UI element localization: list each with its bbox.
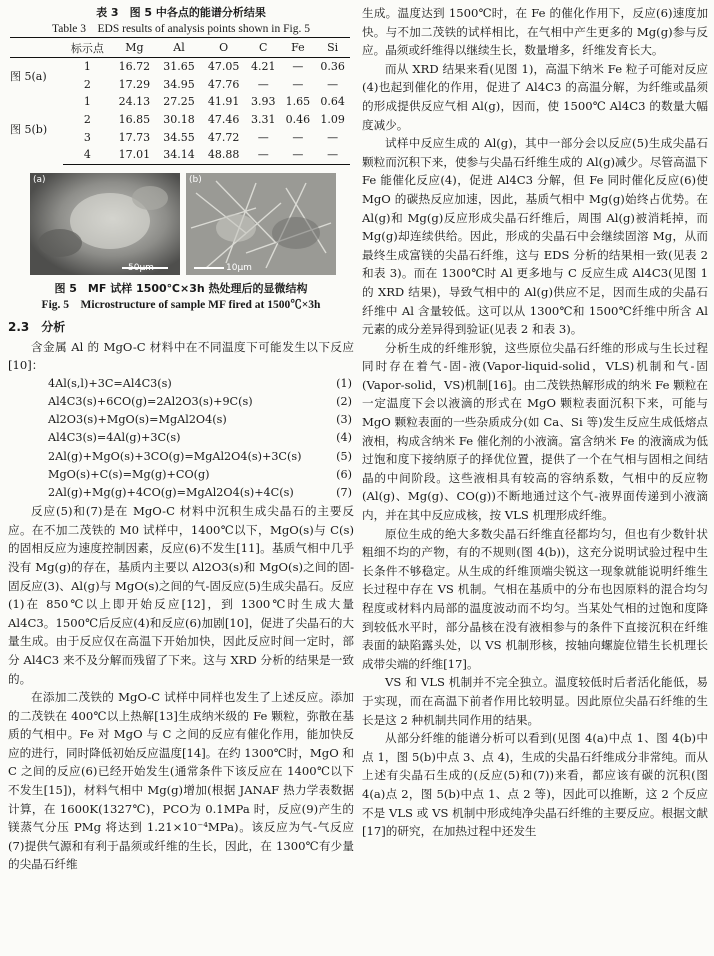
table-cell: 34.55	[163, 130, 195, 144]
table-cell: 48.88	[201, 146, 246, 164]
equation-formula: Al2O3(s)+MgO(s)=MgAl2O4(s)	[48, 413, 227, 427]
table-header-cell: Si	[315, 38, 350, 58]
table-group-label: 图 5(b)	[10, 122, 48, 136]
figure-caption-cn: 图 5 MF 试样 1500℃×3h 热处理后的显微结构	[54, 281, 308, 295]
table-cell: —	[292, 60, 304, 74]
table-cell: —	[281, 146, 316, 164]
table-header-cell	[10, 38, 63, 58]
eds-table	[10, 37, 350, 165]
table-cell: 17.73	[118, 130, 151, 144]
paragraph-left-2: 在添加二茂铁的 MgO-C 试样中同样也发生了上述反应。添加的二茂铁在 400℃以上热解[13]生成纳米级的 Fe 颗粒，弥散在基质的气相中。Fe 对 MgO 与 C 之间的反应有催化作用，能加快反应的进行，同时降低初始反应温度[14]。在约 1300℃时，MgO 和 C 之间的反应(6)已经开始发生(通常条件下该反应在 1400℃以下不发生[15])，材料气相中 Mg(g)增加(根据 JANAF 热力学表数据计算，在 1600K(1327℃)，PCO为 0.1MPa 时，反应(9)产生的镁蒸气分压 PMg 将达到 1.21×10⁻⁴MPa)。该反应为气-气反应(7)提供气源和有利于晶须或纤维的生长，因此，在 1300℃有少量的尖晶石纤维	[8, 690, 354, 872]
paragraph-right-4: 原位生成的绝大多数尖晶石纤维直径都均匀，但也有少数针状粗细不均的产物，有的不规则(图 4(b))，这充分说明试验过程中生长条件不够稳定。从生成的纤维顶端尖锐这一现象就能说明纤维生长过程中存在 VS 机制。气相在基质中的分布也因原料的混合均匀程度或材料内局部的温度波动而不均匀。当某处气相的过饱和度降到较低水平时，部分晶核在没有液相参与的条件下直接沉积在纤维表面的缺陷露头处，以 VS 机制形核，按轴向螺旋位错生长机理长成带尖端的纤维[17]。	[362, 526, 708, 671]
paragraph-right-6: 从部分纤维的能谱分析可以看到(见图 4(a)中点 1、图 4(b)中点 1，图 5(b)中点 3、点 4)，生成的尖晶石纤维成分非常纯。而从上述有尖晶石生成的(反应(5)和(7))来看，都应该有碳的沉积(图 4(a)点 2，图 5(b)中点 1、点 2 等)，因此可以推断，这 2 个反应不是 VLS 或 VS 机制中形成纯净尖晶石纤维的主要反应。根据文献[17]的研究，在加热过程中还发生	[362, 731, 708, 839]
table-header-cell: 标示点	[63, 38, 113, 58]
equation	[8, 484, 354, 502]
figure-tag-a: (a)	[33, 174, 46, 185]
paragraph-right-0: 生成。温度达到 1500℃时，在 Fe 的催化作用下，反应(6)速度加快。与不加二茂铁的试样相比，在气相中产生更多的 Mg(g)参与反应。晶须或纤维得以继续生长，数量增多，纤维发育长大。	[362, 6, 708, 58]
table-cell: 0.46	[285, 113, 311, 127]
table-header-cell: Mg	[112, 38, 157, 58]
table-cell: 24.13	[118, 95, 151, 109]
figure-tag-b: (b)	[189, 174, 202, 185]
table-cell: 2	[83, 77, 91, 91]
table-header-cell: O	[201, 38, 246, 58]
table-header-cell: C	[246, 38, 281, 58]
equation	[8, 375, 354, 393]
table-cell: 0.36	[320, 60, 345, 74]
table-group-label: 图 5(a)	[10, 69, 47, 83]
equation-formula: Al4C3(s)=4Al(g)+3C(s)	[48, 431, 181, 445]
equation-number: (1)	[336, 376, 352, 390]
paragraph-intro: 含金属 Al 的 MgO-C 材料中在不同温度下可能发生以下反应[10]：	[8, 339, 354, 373]
equation	[8, 448, 354, 466]
equation-formula: 2Al(g)+Mg(g)+4CO(g)=MgAl2O4(s)+4C(s)	[48, 485, 294, 499]
table-cell: 30.18	[163, 113, 195, 127]
table-cell: 4	[63, 146, 113, 164]
table-cell: 47.05	[207, 60, 240, 74]
equation	[8, 393, 354, 411]
paragraph-right-2: 试样中反应生成的 Al(g)，其中一部分会以反应(5)生成尖晶石颗粒而沉积下来，使参与尖晶石纤维生成的 Al(g)减少。尽管高温下 Fe 能催化反应(4)，促进 Al4C3 分解，但 Fe 同时催化反应(6)使 MgO 的碳热反应加速，因此，基质气相中 Mg(g)始终占优势。在 Al(g)和 Mg(g)反应形成尖晶石纤维后，周围 Al(g)被消耗掉，而 Mg(g)却连续供给。因此，形成的尖晶石中会继续固溶 Mg，从而最终生成富镁的尖晶石纤维，这与 EDS 分析的结果相一致(见表 2 和表 3)。而在 1300℃时 Al 更多地与 C 反应生成 Al4C3(见图 1 的 XRD 结果)，导致气相中的 Al(g)供应不足，因而生成的尖晶石纤维中 Al 含量较低。这可以从 1300℃和 1500℃纤维中所含 Al 元素的成分差异得到验证(见表 2 和表 3)。	[362, 136, 708, 337]
equation-formula: 2Al(g)+MgO(s)+3CO(g)=MgAl2O4(s)+3C(s)	[48, 449, 302, 463]
table-cell: —	[257, 130, 269, 144]
table-cell: —	[257, 77, 269, 91]
table-cell: —	[292, 77, 304, 91]
table-cell: 3.93	[250, 95, 276, 109]
table-cell: 1.65	[285, 95, 311, 109]
table-cell: —	[315, 146, 350, 164]
table-cell: 0.64	[320, 95, 345, 109]
table-caption-cn: 表 3 图 5 中各点的能谱分析结果	[96, 6, 266, 19]
table-cell: 1	[83, 60, 91, 74]
paragraph-left-1: 反应(5)和(7)是在 MgO-C 材料中沉积生成尖晶石的主要反应。在不加二茂铁的 M0 试样中，1400℃以下，MgO(s)与 C(s)的固相反应为速度控制因素，反应(6)不发生[11]。基质气相中几乎没有 Mg(g)的存在，基质内主要以 Al2O3(s)和 MgO(s)之间的固-固反应(3)、Al(g)与 MgO(s)之间的气-固反应(5)生成尖晶石。反应(1)在 850℃以上即开始反应[12]，到 1300℃时生成大量 Al4C3。1500℃后反应(4)和反应(6)加剧[10]，促进了尖晶石的大量生成。由于反应仅在高温下开始加快，因此反应时间一定时，部分 Al4C3 来不及分解而残留了下来。这与 XRD 分析的结果是一致的。	[8, 504, 354, 686]
table-cell: 27.25	[163, 95, 195, 109]
table-header-row	[10, 38, 350, 58]
table-header-cell: Al	[157, 38, 202, 58]
table-header-cell: Fe	[281, 38, 316, 58]
paragraph-right-3: 分析生成的纤维形貌，这些原位尖晶石纤维的形成与生长过程同时存在着气-固-液(Vapor-liquid-solid，VLS)机制和气-固(Vapor-solid，VS)机制[16]。由二茂铁热解形成的纳米 Fe 颗粒在一定温度下会以液滴的形式在 MgO 颗粒表面沉积下来，可能与 MgO 颗粒表面的一些杂质成分(如 Ca、Si 等)发生反应生成低熔点液相，构成含纳米 Fe 催化剂的小液滴。富含纳米 Fe 的液滴成为低过饱和度下接纳原子的择优位置，提供了一个在气相与固相之间结晶的中间阶段。这些液相具有较高的容纳系数，气相中的反应物(Al(g)、Mg(g)、CO(g))不断地通过这个气-液界面传递到小液滴内，并在其中反应成核，按 VLS 机理形成纤维。	[362, 340, 708, 523]
table-cell: —	[246, 146, 281, 164]
table-cell: 2	[83, 113, 91, 127]
equation	[8, 466, 354, 484]
left-column	[8, 0, 354, 874]
table-cell: 34.95	[163, 77, 195, 91]
table-row	[10, 93, 350, 111]
equation-formula: 4Al(s,l)+3C=Al4C3(s)	[48, 376, 172, 390]
table-cell: 17.01	[112, 146, 157, 164]
table-cell: 1	[83, 95, 91, 109]
equation-formula: MgO(s)+C(s)=Mg(g)+CO(g)	[48, 467, 210, 481]
table-cell: 47.46	[207, 113, 240, 127]
paragraph-right-5: VS 和 VLS 机制并不完全独立。温度较低时后者活化能低，易于实现，而在高温下前者作用比较明显。因此原位尖晶石纤维的生长是这 2 种机制共同作用的结果。	[362, 675, 708, 727]
equation-number: (5)	[336, 449, 352, 463]
figure-5	[30, 173, 354, 275]
table-row	[10, 58, 350, 76]
right-column	[362, 4, 708, 841]
equation	[8, 411, 354, 429]
table-cell: 4.21	[250, 60, 276, 74]
micrograph-a	[30, 173, 180, 275]
table-caption-en: Table 3 EDS results of analysis points shown in Fig. 5	[52, 23, 310, 35]
equation-number: (6)	[336, 467, 352, 481]
equation-number: (3)	[336, 413, 352, 427]
table-cell: 47.76	[207, 77, 240, 91]
table-cell: 41.91	[207, 95, 240, 109]
table-cell: 16.72	[118, 60, 151, 74]
scale-label-a: 50μm	[128, 262, 154, 273]
table-cell: 31.65	[163, 60, 195, 74]
figure-caption-en: Fig. 5 Microstructure of sample MF fired at 1500℃×3h	[41, 298, 321, 311]
equation	[8, 429, 354, 447]
table-cell: —	[327, 130, 339, 144]
table-cell: 47.72	[207, 130, 240, 144]
table-cell: 3	[83, 130, 91, 144]
table-cell: 16.85	[118, 113, 151, 127]
equation-number: (7)	[336, 485, 352, 499]
table-cell: —	[327, 77, 339, 91]
equation-number: (2)	[336, 394, 352, 408]
equation-number: (4)	[336, 431, 352, 445]
table-cell: 1.09	[320, 113, 345, 127]
scale-label-b: 10μm	[226, 262, 252, 273]
table-cell: 34.14	[157, 146, 202, 164]
equation-formula: Al4C3(s)+6CO(g)=2Al2O3(s)+9C(s)	[48, 394, 253, 408]
paragraph-right-1: 而从 XRD 结果来看(见图 1)，高温下纳米 Fe 粒子可能对反应(4)也起到催化的作用，促进了 Al4C3 的高温分解，为纤维或晶须的形成提供反应气相 Al(g)，因而，使 1500℃ Al4C3 的数量大幅度减少。	[362, 61, 708, 132]
table-cell: 3.31	[250, 113, 276, 127]
micrograph-b	[186, 173, 336, 275]
table-cell: —	[292, 130, 304, 144]
equation-list	[8, 375, 354, 502]
table-cell: 17.29	[118, 77, 151, 91]
section-heading: 2.3 分析	[8, 319, 66, 334]
